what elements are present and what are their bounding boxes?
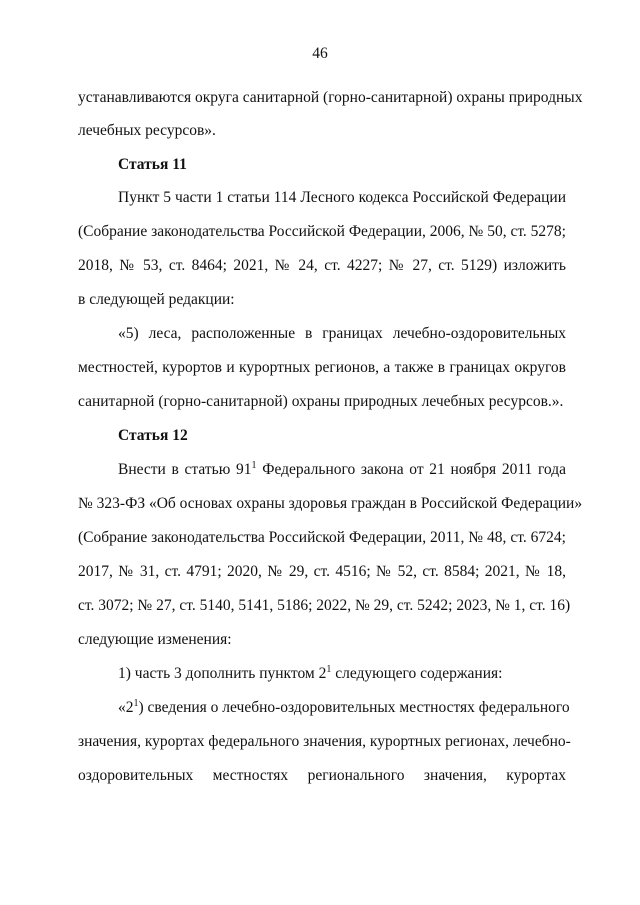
text-line: санитарной (горно-санитарной) охраны природных лечебных ресурсов.». (78, 393, 564, 410)
text-line: 2018, № 53, ст. 8464; 2021, № 24, ст. 4227; № 27, ст. 5129) изложить (78, 257, 566, 274)
text-line: «5) леса, расположенные в границах лечебно-оздоровительных (118, 325, 566, 342)
text-line (118, 460, 566, 480)
text-segment: «2 (118, 699, 134, 716)
superscript: 1 (326, 664, 332, 675)
text-line: (Собрание законодательства Российской Федерации, 2006, № 50, ст. 5278; (78, 223, 566, 240)
text-line: № 323-ФЗ «Об основах охраны здоровья граждан в Российской Федерации» (78, 495, 583, 512)
text-line: ст. 3072; № 27, ст. 5140, 5141, 5186; 2022, № 29, ст. 5242; 2023, № 1, ст. 16) (78, 597, 571, 614)
text-segment: Федерального закона от 21 ноября 2011 года (256, 461, 566, 478)
superscript: 1 (251, 460, 257, 471)
article-heading: Статья 12 (118, 427, 188, 444)
text-line (118, 664, 566, 684)
text-line: устанавливаются округа санитарной (горно-санитарной) охраны природных (78, 89, 583, 106)
text-line: (Собрание законодательства Российской Федерации, 2011, № 48, ст. 6724; (78, 529, 566, 546)
text-line: местностей, курортов и курортных регионов, а также в границах округов (78, 359, 566, 376)
text-line: Пункт 5 части 1 статьи 114 Лесного кодекса Российской Федерации (118, 189, 566, 206)
article-heading: Статья 11 (118, 156, 187, 173)
text-segment: ) сведения о лечебно-оздоровительных местностях федерального (138, 699, 570, 716)
superscript: 1 (133, 698, 139, 709)
text-segment: следующего содержания: (331, 665, 503, 682)
text-line: в следующей редакции: (78, 291, 235, 308)
text-segment: Внести в статью 91 (118, 461, 252, 478)
page-number: 46 (312, 45, 328, 62)
text-line: следующие изменения: (78, 631, 232, 648)
text-line: значения, курортах федерального значения, курортных регионах, лечебно- (78, 733, 571, 750)
text-line: лечебных ресурсов». (78, 122, 216, 139)
text-line (118, 698, 570, 718)
text-line: 2017, № 31, ст. 4791; 2020, № 29, ст. 4516; № 52, ст. 8584; 2021, № 18, (78, 563, 566, 580)
text-line: оздоровительных местностях регионального значения, курортах (78, 767, 566, 784)
text-segment: 1) часть 3 дополнить пунктом 2 (118, 665, 327, 682)
